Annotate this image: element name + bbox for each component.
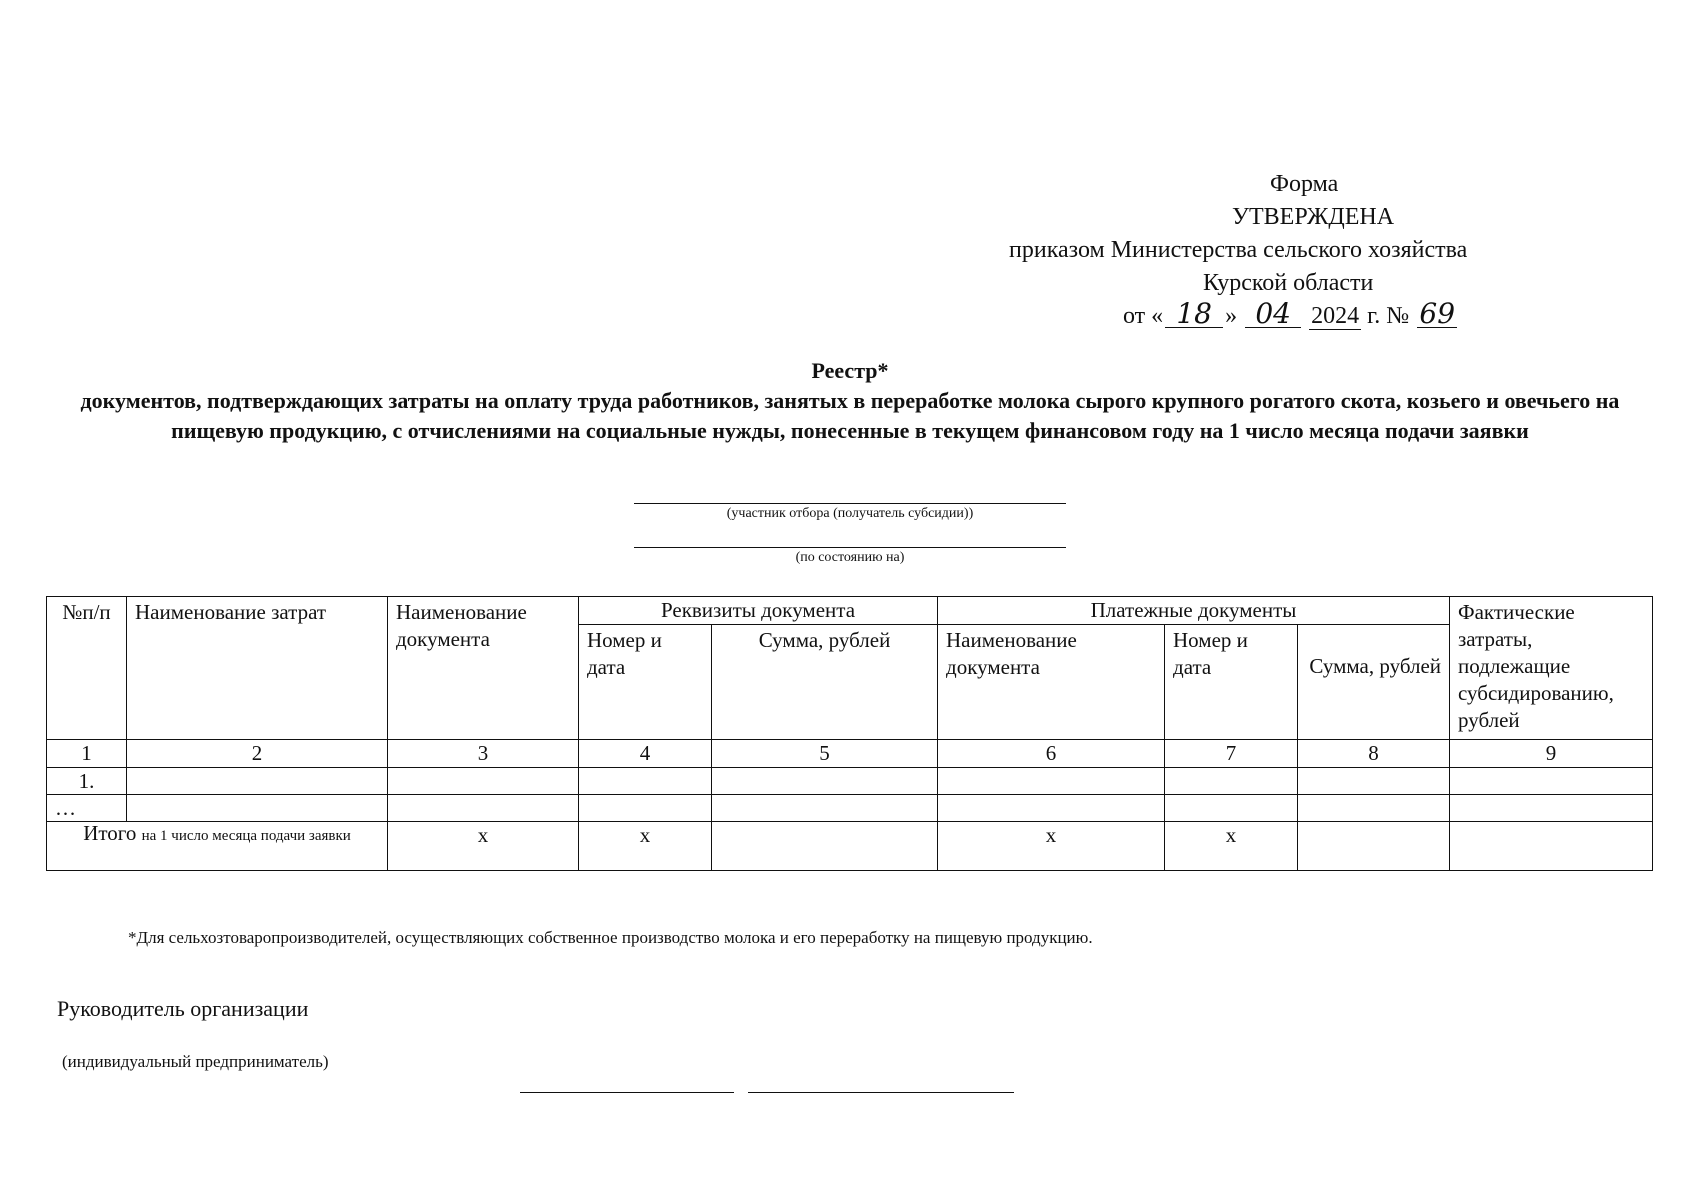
row-number: … (47, 795, 127, 822)
column-numbers-row (47, 740, 1653, 768)
row-number: 1. (47, 768, 127, 795)
signature-line[interactable] (520, 1092, 734, 1093)
approval-region-label: Курской области (1203, 270, 1374, 296)
table-row (47, 795, 1653, 822)
total-col9[interactable] (1450, 822, 1653, 871)
column-number: 6 (938, 740, 1165, 768)
header-document-name: Наименование документа (388, 597, 579, 740)
signature-head-label: Руководитель организации (57, 996, 309, 1021)
approval-approved-label: УТВЕРЖДЕНА (1232, 204, 1395, 230)
table-cell[interactable] (388, 768, 579, 795)
column-number: 7 (1165, 740, 1298, 768)
total-col8[interactable] (1298, 822, 1450, 871)
table-row (47, 768, 1653, 795)
total-label-note: на 1 число месяца подачи заявки (141, 828, 351, 844)
approval-year: 2024 (1311, 303, 1360, 329)
column-number: 9 (1450, 740, 1653, 768)
total-col6: x (938, 822, 1165, 871)
header-doc-number-date: Номер и дата (579, 625, 712, 740)
table-cell[interactable] (1165, 768, 1298, 795)
approval-number: 69 (1417, 301, 1457, 328)
footnote: *Для сельхозтоваропроизводителей, осуществляющих собственное производство молока и его переработку на пищевую продукцию. (128, 928, 1093, 947)
signature-entrepreneur-label: (индивидуальный предприниматель) (62, 1052, 329, 1071)
table-cell[interactable] (1298, 795, 1450, 822)
total-col4: x (579, 822, 712, 871)
header-actual-costs: Фактические затраты, подлежащие субсидированию, рублей (1450, 597, 1653, 740)
approval-number-prefix: г. № (1367, 303, 1410, 329)
approval-form-label: Форма (1270, 171, 1339, 197)
total-label-cell (47, 822, 388, 871)
approval-day-close: » (1225, 303, 1238, 329)
column-number: 3 (388, 740, 579, 768)
table-cell[interactable] (712, 795, 938, 822)
table-cell[interactable] (938, 795, 1165, 822)
registry-heading: Реестр* (811, 358, 889, 383)
header-payment-sum: Сумма, рублей (1298, 625, 1450, 740)
table-cell[interactable] (938, 768, 1165, 795)
as-of-date-field[interactable] (634, 547, 1066, 566)
approval-order-label: приказом Министерства сельского хозяйства (1009, 237, 1468, 263)
approval-date-line (1123, 297, 1459, 333)
participant-caption: (участник отбора (получатель субсидии)) (726, 506, 974, 521)
approval-month: 04 (1245, 301, 1301, 328)
header-payment-documents: Платежные документы (938, 597, 1450, 625)
table-cell[interactable] (1298, 768, 1450, 795)
header-cost-name: Наименование затрат (127, 597, 388, 740)
participant-field[interactable] (634, 503, 1066, 522)
table-cell[interactable] (1450, 768, 1653, 795)
header-document-details: Реквизиты документа (579, 597, 938, 625)
column-number: 2 (127, 740, 388, 768)
approval-day: 18 (1165, 301, 1223, 328)
table-cell[interactable] (127, 768, 388, 795)
column-number: 8 (1298, 740, 1450, 768)
table-cell[interactable] (388, 795, 579, 822)
table-cell[interactable] (712, 768, 938, 795)
table-cell[interactable] (579, 795, 712, 822)
registry-table (46, 596, 1653, 871)
registry-subtitle: документов, подтверждающих затраты на оплату труда работников, занятых в переработке молока сырого крупного рогатого скота, козьего и овечьего на пищевую продукцию, с отчислениями на социальные нужды, понесенные в текущем финансовом году на 1 число месяца подачи заявки (80, 388, 1620, 443)
total-row (47, 822, 1653, 871)
column-number: 5 (712, 740, 938, 768)
header-payment-doc-name: Наименование документа (938, 625, 1165, 740)
total-col3: x (388, 822, 579, 871)
document-title (60, 356, 1640, 446)
table-cell[interactable] (579, 768, 712, 795)
as-of-caption: (по состоянию на) (795, 550, 905, 565)
total-col7: x (1165, 822, 1298, 871)
column-number: 1 (47, 740, 127, 768)
header-doc-sum: Сумма, рублей (712, 625, 938, 740)
table-cell[interactable] (1450, 795, 1653, 822)
total-label: Итого (83, 821, 137, 845)
total-col5[interactable] (712, 822, 938, 871)
approval-date-prefix: от « (1123, 303, 1164, 329)
signature-name-line[interactable] (748, 1092, 1014, 1093)
table-cell[interactable] (127, 795, 388, 822)
table-cell[interactable] (1165, 795, 1298, 822)
column-number: 4 (579, 740, 712, 768)
header-payment-number-date: Номер и дата (1165, 625, 1298, 740)
header-number: №п/п (47, 597, 127, 740)
